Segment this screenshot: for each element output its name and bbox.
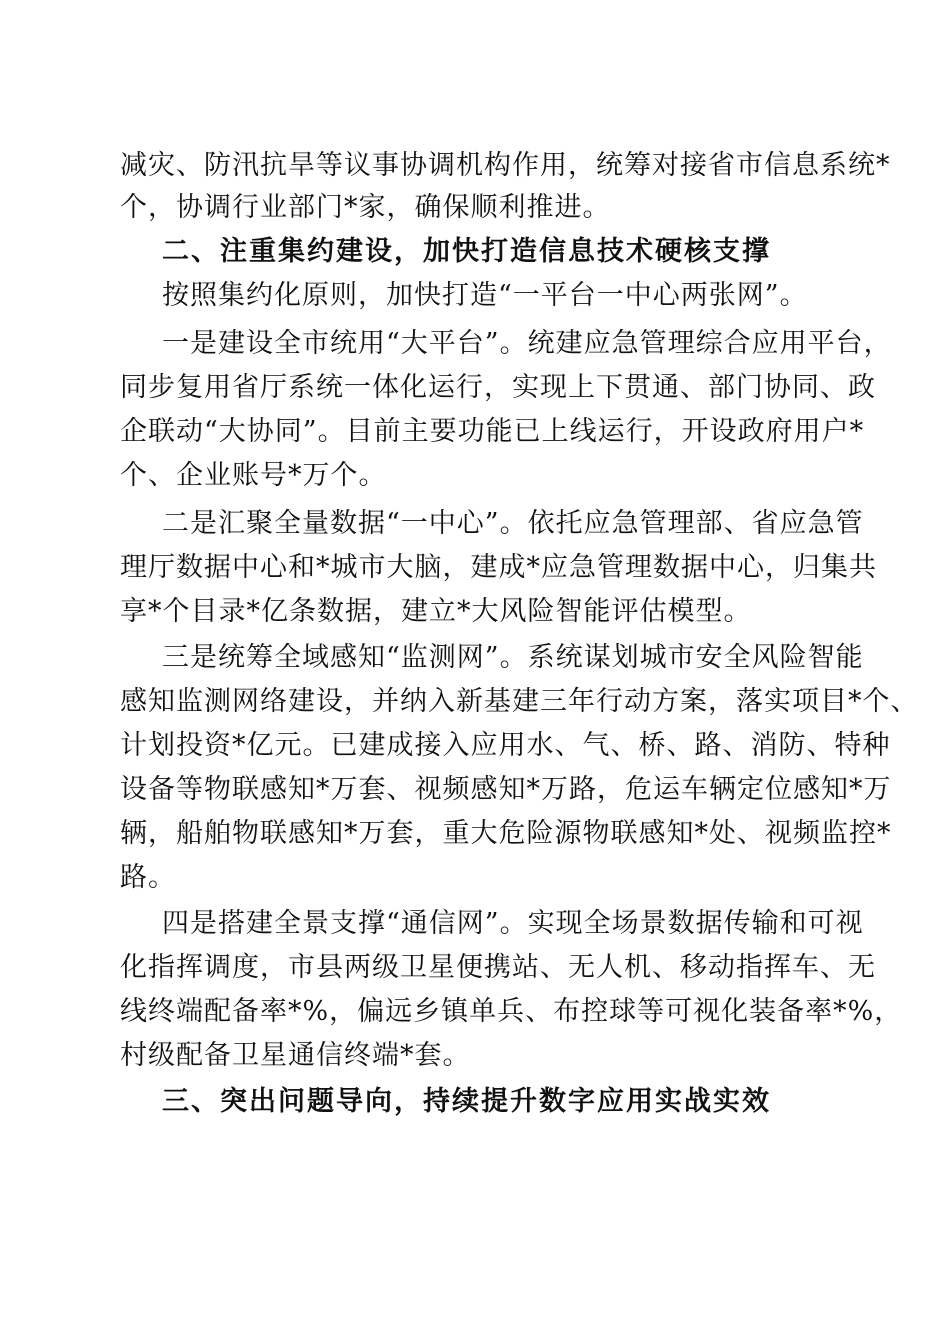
item-1-line-1: 一是建设全市统用“大平台”。统建应急管理综合应用平台， [162, 328, 892, 359]
item-4-line-4: 村级配备卫星通信终端*套。 [120, 1040, 471, 1071]
item-3-line-4: 设备等物联感知*万套、视频感知*万路，危运车辆定位感知*万 [120, 774, 892, 805]
item-3-line-2: 感知监测网络建设，并纳入新基建三年行动方案，落实项目*个、 [120, 686, 919, 717]
item-1-line-4: 个、企业账号*万个。 [120, 460, 387, 491]
item-3-line-1: 三是统筹全域感知“监测网”。系统谋划城市安全风险智能 [162, 642, 864, 673]
item-3-line-3: 计划投资*亿元。已建成接入应用水、气、桥、路、消防、特种 [120, 730, 891, 761]
section-2-heading: 二、注重集约建设，加快打造信息技术硬核支撑 [162, 236, 771, 267]
item-2-line-1: 二是汇聚全量数据“一中心”。依托应急管理部、省应急管 [162, 508, 864, 539]
item-1-line-3: 企联动“大协同”。目前主要功能已上线运行，开设政府用户* [120, 416, 865, 447]
section-2-lead: 按照集约化原则，加快打造“一平台一中心两张网”。 [162, 280, 808, 311]
section-3-heading: 三、突出问题导向，持续提升数字应用实战实效 [162, 1086, 771, 1117]
item-2-line-3: 享*个目录*亿条数据，建立*大风险智能评估模型。 [120, 596, 752, 627]
intro-line-1: 减灾、防汛抗旱等议事协调机构作用，统筹对接省市信息系统* [120, 150, 891, 181]
item-3-line-5: 辆，船舶物联感知*万套，重大危险源物联感知*处、视频监控* [120, 818, 892, 849]
intro-line-2: 个，协调行业部门*家，确保顺利推进。 [120, 192, 611, 223]
item-1-line-2: 同步复用省厅系统一体化运行，实现上下贯通、部门协同、政 [120, 372, 876, 403]
item-4-line-3: 线终端配备率*%，偏远乡镇单兵、布控球等可视化装备率*%， [120, 996, 903, 1027]
item-3-line-6: 路。 [120, 862, 176, 893]
item-4-line-2: 化指挥调度，市县两级卫星便携站、无人机、移动指挥车、无 [120, 952, 876, 983]
item-2-line-2: 理厅数据中心和*城市大脑，建成*应急管理数据中心，归集共 [120, 552, 877, 583]
item-4-line-1: 四是搭建全景支撑“通信网”。实现全场景数据传输和可视 [162, 908, 864, 939]
